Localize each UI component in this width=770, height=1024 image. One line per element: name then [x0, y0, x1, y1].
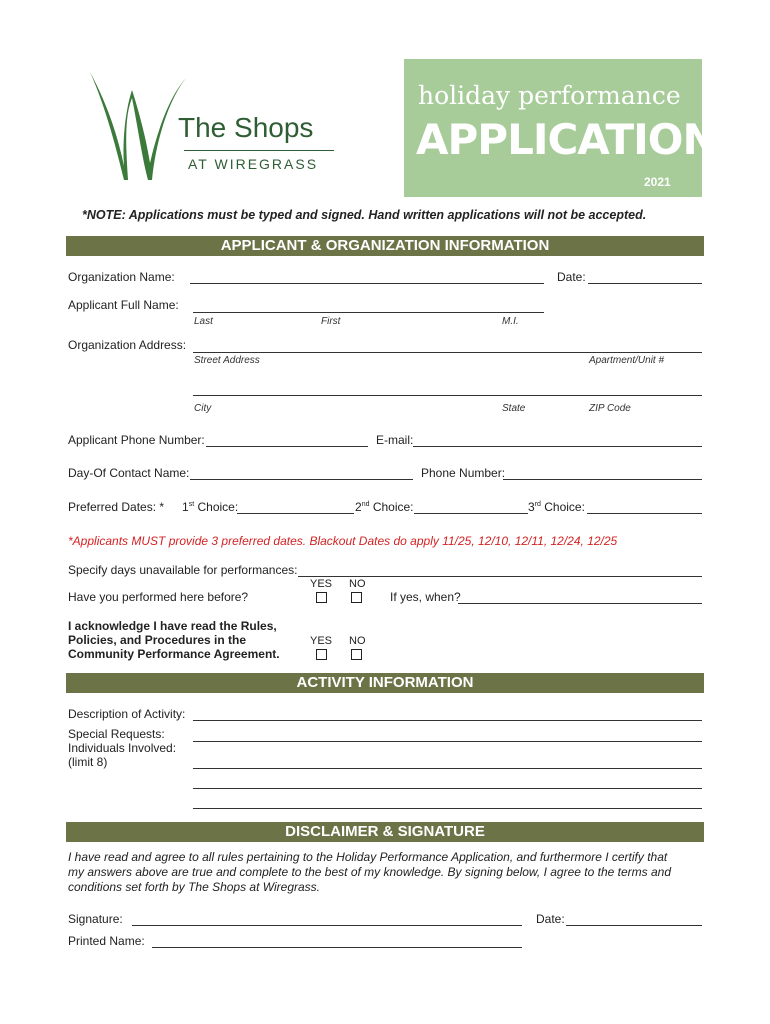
disclaimer-line1: I have read and agree to all rules pertaining to the Holiday Performance Application, and furthermore I certify that [68, 850, 668, 864]
choice2-field[interactable] [414, 513, 528, 514]
org-address-label: Organization Address: [68, 338, 187, 352]
individuals-field-2[interactable] [193, 788, 702, 789]
choice2-label: 2nd Choice: [355, 500, 414, 514]
description-label: Description of Activity: [68, 707, 186, 721]
title-script: holiday performance [418, 81, 681, 110]
performed-yes-checkbox[interactable] [316, 592, 327, 603]
signature-label: Signature: [68, 912, 123, 926]
section-activity: ACTIVITY INFORMATION [66, 673, 704, 693]
special-field[interactable] [193, 741, 702, 742]
state-caption: State [502, 403, 526, 414]
email-field[interactable] [413, 446, 702, 447]
apt-caption: Apartment/Unit # [589, 355, 665, 366]
ack-line3: Community Performance Agreement. [68, 647, 280, 661]
description-field[interactable] [193, 720, 702, 721]
section-applicant: APPLICANT & ORGANIZATION INFORMATION [66, 236, 704, 256]
choice1-field[interactable] [237, 513, 354, 514]
unavailable-field[interactable] [298, 576, 702, 577]
performed-no-checkbox[interactable] [351, 592, 362, 603]
individuals-label: Individuals Involved: [68, 741, 177, 755]
phone-number-field[interactable] [503, 479, 702, 480]
note: *NOTE: Applications must be typed and signed. Hand written applications will not be accepted. [82, 208, 647, 222]
signature-field[interactable] [132, 925, 522, 926]
full-name-label: Applicant Full Name: [68, 298, 179, 312]
logo-wordmark: The Shops [178, 112, 314, 143]
choice3-field[interactable] [587, 513, 702, 514]
performed-no-caption: NO [349, 578, 366, 590]
org-name-field[interactable] [190, 283, 544, 284]
dayof-label: Day-Of Contact Name: [68, 466, 190, 480]
city-caption: City [194, 403, 212, 414]
choice1-label: 1st Choice: [182, 500, 239, 514]
date-label: Date: [557, 270, 586, 284]
disclaimer-line3: conditions set forth by The Shops at Wiregrass. [68, 880, 321, 894]
printed-name-field[interactable] [152, 947, 522, 948]
logo-w-icon [86, 68, 186, 188]
individuals-field-1[interactable] [193, 768, 702, 769]
logo-divider [184, 150, 334, 151]
phone-label: Applicant Phone Number: [68, 433, 205, 447]
date-field[interactable] [588, 283, 702, 284]
ack-no-caption: NO [349, 635, 366, 647]
section-disclaimer: DISCLAIMER & SIGNATURE [66, 822, 704, 842]
title-year: 2021 [644, 175, 671, 189]
preferred-label: Preferred Dates: * [68, 500, 165, 514]
city-field[interactable] [193, 395, 702, 396]
last-caption: Last [194, 316, 213, 327]
ack-yes-caption: YES [310, 635, 333, 647]
ack-no-checkbox[interactable] [351, 649, 362, 660]
signature-date-label: Date: [536, 912, 565, 926]
first-caption: First [321, 316, 341, 327]
individuals-field-3[interactable] [193, 808, 702, 809]
dayof-field[interactable] [190, 479, 413, 480]
performed-yes-caption: YES [310, 578, 333, 590]
disclaimer-line2: my answers above are true and complete to the best of my knowledge. By signing below, I agree to the terms and [68, 865, 671, 879]
blackout-warning: *Applicants MUST provide 3 preferred dates. Blackout Dates do apply 11/25, 12/10, 12/11, 12/24, 12/25 [68, 534, 618, 548]
email-label: E-mail: [376, 433, 414, 447]
zip-caption: ZIP Code [589, 403, 631, 414]
mi-caption: M.I. [502, 316, 519, 327]
logo [86, 68, 346, 188]
choice3-label: 3rd Choice: [528, 500, 585, 514]
logo-subtitle: AT WIREGRASS [188, 156, 319, 172]
org-name-label: Organization Name: [68, 270, 175, 284]
title-main: APPLICATION [416, 115, 717, 164]
if-yes-field[interactable] [458, 603, 702, 604]
ack-yes-checkbox[interactable] [316, 649, 327, 660]
limit-label: (limit 8) [68, 755, 108, 769]
phone-field[interactable] [206, 446, 368, 447]
unavailable-label: Specify days unavailable for performances: [68, 563, 298, 577]
title-banner [404, 59, 717, 197]
street-field[interactable] [193, 352, 702, 353]
full-name-field[interactable] [193, 312, 544, 313]
performed-label: Have you performed here before? [68, 590, 249, 604]
if-yes-label: If yes, when? [390, 590, 461, 604]
ack-line1: I acknowledge I have read the Rules, [68, 619, 277, 633]
phone-number-label: Phone Number: [421, 466, 506, 480]
printed-name-label: Printed Name: [68, 934, 145, 948]
signature-date-field[interactable] [566, 925, 702, 926]
ack-line2: Policies, and Procedures in the [68, 633, 247, 647]
street-caption: Street Address [194, 355, 260, 366]
special-label: Special Requests: [68, 727, 165, 741]
